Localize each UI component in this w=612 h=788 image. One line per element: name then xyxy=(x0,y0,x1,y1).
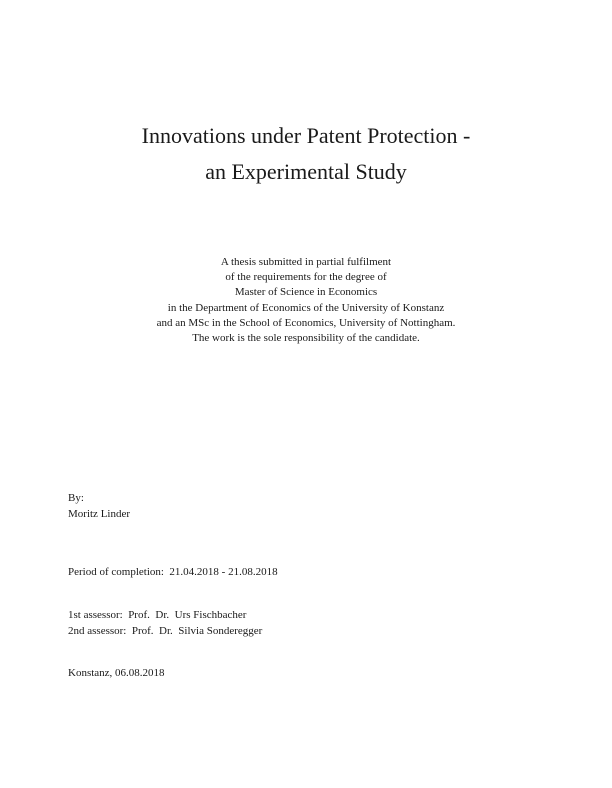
statement-line: Master of Science in Economics xyxy=(234,286,378,299)
first-assessor: 1st assessor: Prof. Dr. Urs Fischbacher xyxy=(68,609,247,621)
author-block xyxy=(68,490,130,522)
statement-line: A thesis submitted in partial fulfilment xyxy=(220,256,392,268)
place-date xyxy=(68,665,165,681)
completion-period xyxy=(68,564,278,580)
submission-statement xyxy=(0,255,612,346)
statement-line: The work is the sole responsibility of the candidate. xyxy=(192,332,420,345)
statement-line: and an MSc in the School of Economics, University of Nottingham. xyxy=(156,316,456,329)
author-name: Moritz Linder xyxy=(68,508,131,520)
second-assessor: 2nd assessor: Prof. Dr. Silvia Sonderegger xyxy=(68,625,263,637)
completion-period-text: Period of completion: 21.04.2018 - 21.08.2018 xyxy=(68,566,278,578)
statement-line: in the Department of Economics of the University of Konstanz xyxy=(167,301,445,314)
thesis-title-line-1: Innovations under Patent Protection - xyxy=(141,123,471,148)
thesis-title xyxy=(0,118,612,190)
statement-line: of the requirements for the degree of xyxy=(225,271,387,284)
assessors-block xyxy=(68,607,262,639)
place-date-text: Konstanz, 06.08.2018 xyxy=(68,667,165,679)
thesis-title-line-2: an Experimental Study xyxy=(205,159,407,184)
author-label: By: xyxy=(68,492,84,504)
